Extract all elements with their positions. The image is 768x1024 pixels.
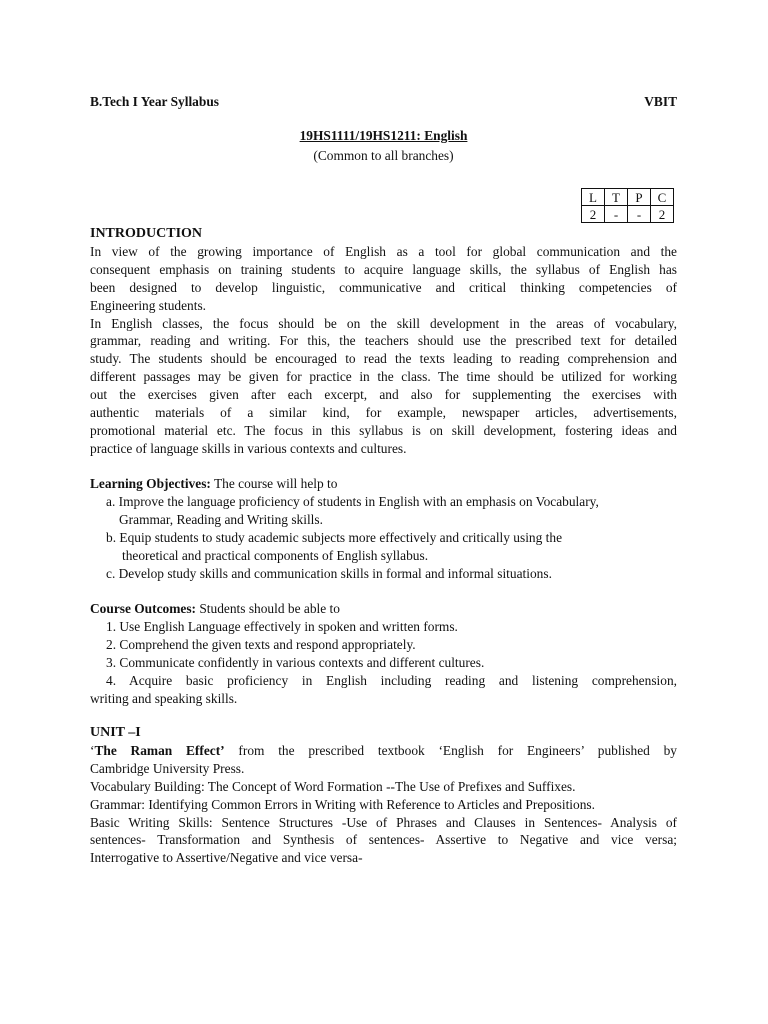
intro-p2-line: practice of language skills in various contexts and cultures. [90, 440, 407, 456]
course-subtitle: (Common to all branches) [313, 148, 454, 163]
unit-1-writing-line: sentences- Transformation and Synthesis of sentences- Assertive to Negative and vice versa; [90, 832, 677, 848]
lesson-title: The Raman Effect’ [94, 742, 225, 758]
intro-p2-line: authentic materials of a similar kind, for example, newspaper articles, advertisements, [90, 405, 677, 421]
outcome-4: 4. Acquire basic proficiency in English including reading and listening comprehension, [106, 672, 677, 688]
objectives-intro: The course will help to [210, 476, 338, 491]
ltpc-value-cell: 2 [582, 206, 605, 223]
objective-b: b. Equip students to study academic subjects more effectively and critically using the [106, 529, 563, 545]
ltpc-value-cell: - [605, 206, 628, 223]
unit-1-publisher-line: Cambridge University Press. [90, 760, 245, 776]
objective-a: a. Improve the language proficiency of students in English with an emphasis on Vocabulary, [106, 493, 599, 509]
ltpc-value-cell: - [628, 206, 651, 223]
introduction-section [90, 225, 677, 458]
ltpc-header-row [582, 189, 674, 206]
outcomes-label: Course Outcomes: [90, 601, 196, 616]
introduction-heading: INTRODUCTION [90, 226, 203, 241]
outcome-1: 1. Use English Language effectively in spoken and written forms. [106, 618, 458, 634]
course-outcomes-section [90, 600, 677, 707]
objectives-intro-line [90, 475, 677, 493]
outcome-3: 3. Communicate confidently in various contexts and different cultures. [106, 654, 485, 670]
intro-p2-line: study. The students should be encouraged to read the texts leading to reading comprehension and [90, 351, 677, 367]
unit-1-writing-line: Interrogative to Assertive/Negative and vice versa- [90, 850, 363, 866]
objective-c: c. Develop study skills and communication skills in formal and informal situations. [106, 565, 552, 581]
ltpc-header-cell: T [605, 189, 628, 206]
intro-p1-line: been designed to develop linguistic, communicative and critical thinking competencies of [90, 279, 677, 295]
ltpc-table [581, 188, 674, 223]
ltpc-header-cell: L [582, 189, 605, 206]
unit-1-grammar: Grammar: Identifying Common Errors in Writing with Reference to Articles and Prepositions. [90, 796, 595, 812]
learning-objectives-section [90, 475, 677, 582]
ltpc-header-cell: P [628, 189, 651, 206]
unit-1-vocabulary: Vocabulary Building: The Concept of Word Formation --The Use of Prefixes and Suffixes. [90, 778, 576, 794]
ltpc-value-cell: 2 [651, 206, 674, 223]
intro-p2-line: grammar, reading and writing. For this, the teachers should use the prescribed text for detailed [90, 333, 677, 349]
unit-1-writing-line: Basic Writing Skills: Sentence Structures -Use of Phrases and Clauses in Sentences- Analysis of [90, 814, 677, 830]
outcome-2: 2. Comprehend the given texts and respond appropriately. [106, 636, 416, 652]
objective-b-continued: theoretical and practical components of English syllabus. [122, 547, 429, 563]
intro-p1-line: In view of the growing importance of English as a tool for global communication and the [90, 243, 677, 259]
intro-p1-line: consequent emphasis on training students to acquire language skills, the syllabus of English has [90, 261, 677, 277]
course-title: 19HS1111/19HS1211: English [299, 128, 468, 143]
lesson-open-quote: ‘ [90, 742, 95, 758]
outcomes-intro-line [90, 600, 677, 618]
ltpc-value-row [582, 206, 674, 223]
unit-1-lesson-line [90, 742, 677, 760]
intro-p2-line: promotional material etc. The focus in this syllabus is on skill development, fostering ideas and [90, 422, 677, 438]
lesson-source: from the prescribed textbook ‘English for Engineers’ published by [224, 742, 677, 758]
header-right: VBIT [644, 94, 677, 109]
objective-a-continued: Grammar, Reading and Writing skills. [119, 511, 323, 527]
intro-p2-line: out the exercises given after each excerpt, and also for supplementing the exercises with [90, 387, 677, 403]
unit-1-heading: UNIT –I [90, 725, 141, 740]
outcome-4-continued: writing and speaking skills. [90, 690, 238, 706]
outcomes-intro: Students should be able to [196, 601, 340, 616]
header-left: B.Tech I Year Syllabus [90, 94, 219, 109]
unit-1-section [90, 724, 677, 867]
ltpc-header-cell: C [651, 189, 674, 206]
intro-p1-line: Engineering students. [90, 297, 207, 313]
intro-p2-line: In English classes, the focus should be on the skill development in the areas of vocabulary, [90, 315, 677, 331]
objectives-label: Learning Objectives: [90, 476, 211, 491]
intro-p2-line: different passages may be given for practice in the class. The time should be utilized for working [90, 369, 677, 385]
